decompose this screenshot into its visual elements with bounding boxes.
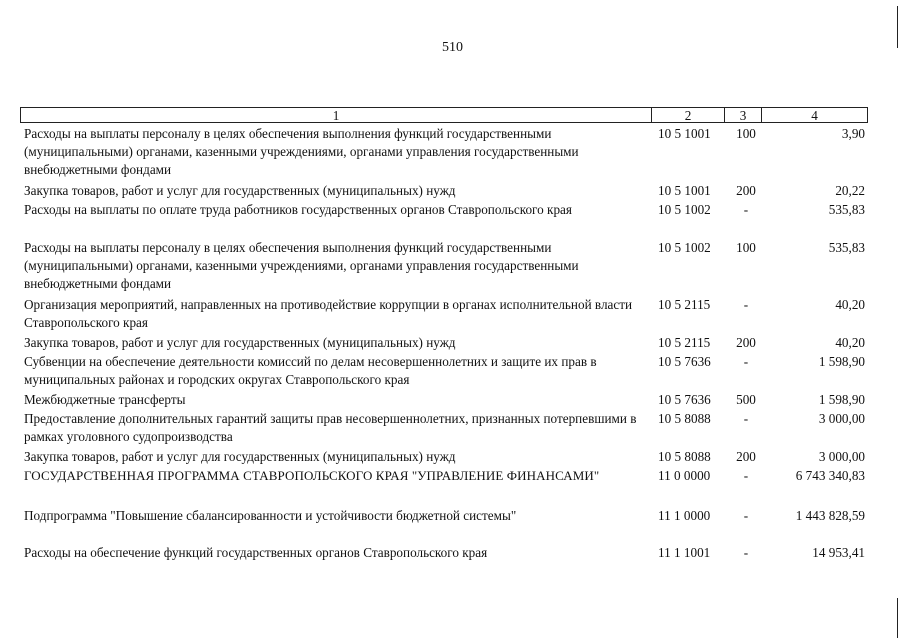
row-type: - bbox=[743, 202, 749, 217]
row-code: 11 1 0000 bbox=[658, 508, 711, 523]
column-header-2: 2 bbox=[651, 107, 725, 123]
row-name: Подпрограмма "Повышение сбалансированности и устойчивости бюджетной системы" bbox=[24, 508, 517, 523]
row-type: - bbox=[743, 468, 749, 483]
row-name: Расходы на выплаты персоналу в целях обеспечения выполнения функций государственными (муниципальными) органами, казенными учреждениями, органами управления государственными внебюджетными фондами bbox=[24, 126, 579, 177]
page-number: 510 bbox=[442, 40, 463, 55]
row-code: 11 1 1001 bbox=[658, 545, 711, 560]
row-type: - bbox=[743, 411, 749, 426]
row-amount: 1 598,90 bbox=[818, 354, 865, 369]
row-type: 200 bbox=[736, 449, 756, 464]
row-amount: 1 443 828,59 bbox=[795, 508, 865, 523]
row-amount: 1 598,90 bbox=[818, 392, 865, 407]
row-name: Расходы на обеспечение функций государственных органов Ставропольского края bbox=[24, 545, 488, 560]
row-amount: 3 000,00 bbox=[818, 449, 865, 464]
row-type: - bbox=[743, 354, 749, 369]
row-code: 10 5 8088 bbox=[658, 449, 711, 464]
row-name: Закупка товаров, работ и услуг для государственных (муниципальных) нужд bbox=[24, 449, 456, 464]
row-amount: 3,90 bbox=[841, 126, 865, 141]
row-type: - bbox=[743, 508, 749, 523]
row-name: ГОСУДАРСТВЕННАЯ ПРОГРАММА СТАВРОПОЛЬСКОГО КРАЯ "УПРАВЛЕНИЕ ФИНАНСАМИ" bbox=[24, 468, 600, 483]
row-name: Закупка товаров, работ и услуг для государственных (муниципальных) нужд bbox=[24, 335, 456, 350]
row-code: 11 0 0000 bbox=[658, 468, 711, 483]
row-type: - bbox=[743, 297, 749, 312]
row-name: Расходы на выплаты персоналу в целях обеспечения выполнения функций государственными (муниципальными) органами, казенными учреждениями, органами управления государственными внебюджетными фондами bbox=[24, 240, 579, 291]
row-type: - bbox=[743, 545, 749, 560]
row-name: Закупка товаров, работ и услуг для государственных (муниципальных) нужд bbox=[24, 183, 456, 198]
row-type: 100 bbox=[736, 126, 756, 141]
column-header-4: 4 bbox=[761, 107, 868, 123]
row-amount: 14 953,41 bbox=[812, 545, 865, 560]
row-code: 10 5 2115 bbox=[658, 297, 711, 312]
row-name: Расходы на выплаты по оплате труда работников государственных органов Ставропольского края bbox=[24, 202, 572, 217]
row-type: 200 bbox=[736, 183, 756, 198]
row-code: 10 5 1002 bbox=[658, 240, 711, 255]
row-amount: 40,20 bbox=[835, 297, 865, 312]
row-code: 10 5 8088 bbox=[658, 411, 711, 426]
row-amount: 40,20 bbox=[835, 335, 865, 350]
column-header-1: 1 bbox=[20, 107, 652, 123]
row-name: Межбюджетные трансферты bbox=[24, 392, 186, 407]
row-code: 10 5 1001 bbox=[658, 183, 711, 198]
row-code: 10 5 1002 bbox=[658, 202, 711, 217]
column-header-3: 3 bbox=[724, 107, 762, 123]
row-name: Предоставление дополнительных гарантий защиты прав несовершеннолетних, признанных потерпевшими в рамках уголовного судопроизводства bbox=[24, 411, 637, 444]
row-amount: 535,83 bbox=[828, 240, 865, 255]
row-type: 200 bbox=[736, 335, 756, 350]
row-amount: 6 743 340,83 bbox=[795, 468, 865, 483]
row-name: Организация мероприятий, направленных на противодействие коррупции в органах исполнительной власти Ставропольского края bbox=[24, 297, 633, 330]
row-name: Субвенции на обеспечение деятельности комиссий по делам несовершеннолетних и защите их прав в муниципальных районах и городских округах Ставропольского края bbox=[24, 354, 597, 387]
row-type: 100 bbox=[736, 240, 756, 255]
row-code: 10 5 7636 bbox=[658, 354, 711, 369]
row-amount: 3 000,00 bbox=[818, 411, 865, 426]
page-edge-line-bottom bbox=[897, 598, 898, 638]
row-code: 10 5 1001 bbox=[658, 126, 711, 141]
row-code: 10 5 7636 bbox=[658, 392, 711, 407]
row-amount: 20,22 bbox=[835, 183, 865, 198]
row-code: 10 5 2115 bbox=[658, 335, 711, 350]
row-type: 500 bbox=[736, 392, 756, 407]
row-amount: 535,83 bbox=[828, 202, 865, 217]
